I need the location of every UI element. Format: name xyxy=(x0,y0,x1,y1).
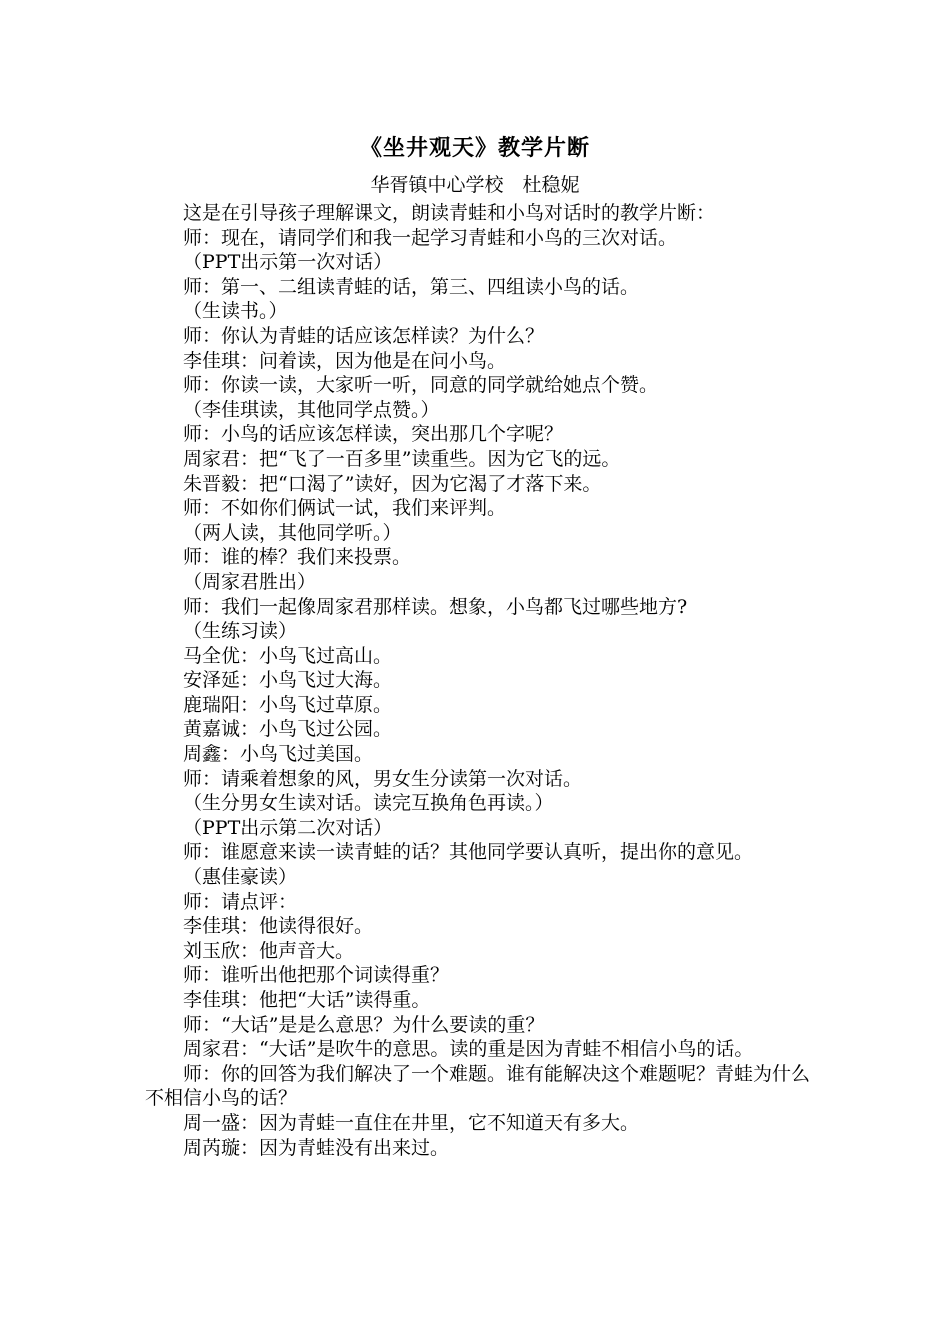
paragraph: （李佳琪读，其他同学点赞。） xyxy=(183,398,440,421)
paragraph: 师：现在，请同学们和我一起学习青蛙和小鸟的三次对话。 xyxy=(183,226,678,249)
paragraph: 李佳琪：他把“大话”读得重。 xyxy=(183,989,431,1011)
paragraph: 师：我们一起像周家君那样读。想象，小鸟都飞过哪些地方? xyxy=(183,595,688,618)
paragraph: 安泽延：小鸟飞过大海。 xyxy=(183,669,393,692)
paragraph: 黄嘉诚：小鸟飞过公园。 xyxy=(183,718,393,741)
paragraph: 马全优：小鸟飞过高山。 xyxy=(183,644,393,667)
paragraph: 师：请乘着想象的风，男女生分读第一次对话。 xyxy=(183,767,583,790)
paragraph: （惠佳豪读） xyxy=(183,866,298,889)
paragraph: 师：“大话”是是么意思？为什么要读的重？ xyxy=(183,1013,545,1036)
paragraph: 师：谁的棒？我们来投票。 xyxy=(183,546,412,569)
paragraph: 周鑫：小鸟飞过美国。 xyxy=(183,743,374,766)
document-body xyxy=(145,201,813,1160)
paragraph: （生练习读） xyxy=(183,620,298,643)
paragraph: 师：第一、二组读青蛙的话，第三、四组读小鸟的话。 xyxy=(183,275,640,298)
paragraph: （两人读，其他同学听。） xyxy=(183,521,402,544)
paragraph: （PPT出示第一次对话） xyxy=(183,251,393,274)
paragraph: 周芮璇：因为青蛙没有出来过。 xyxy=(183,1136,450,1159)
paragraph: 朱晋毅：把“口渴了”读好，因为它渴了才落下来。 xyxy=(183,472,602,495)
paragraph: 师：你读一读，大家听一听，同意的同学就给她点个赞。 xyxy=(183,374,659,397)
paragraph: 刘玉欣：他声音大。 xyxy=(183,939,355,962)
paragraph: （PPT出示第二次对话） xyxy=(183,816,393,839)
document-title: 《坐井观天》教学片断 xyxy=(359,135,590,161)
paragraph: 周家君：把“飞了一百多里”读重些。因为它飞的远。 xyxy=(183,447,621,470)
paragraph: （生分男女生读对话。读完互换角色再读。） xyxy=(183,792,554,815)
document-author: 华胥镇中心学校 杜稳妮 xyxy=(370,174,580,196)
paragraph: 周一盛：因为青蛙一直住在井里，它不知道天有多大。 xyxy=(183,1111,640,1134)
paragraph: 这是在引导孩子理解课文，朗读青蛙和小鸟对话时的教学片断： xyxy=(183,202,716,224)
paragraph: 李佳琪：问着读，因为他是在问小鸟。 xyxy=(183,349,507,372)
paragraph: 师：谁愿意来读一读青蛙的话？其他同学要认真听，提出你的意见。 xyxy=(183,841,754,864)
paragraph: 师：谁听出他把那个词读得重？ xyxy=(183,964,450,987)
paragraph: 师：你认为青蛙的话应该怎样读？为什么？ xyxy=(183,324,545,347)
paragraph: （周家君胜出） xyxy=(183,570,317,593)
paragraph: 李佳琪：他读得很好。 xyxy=(183,915,374,938)
paragraph: 师：请点评： xyxy=(183,890,298,913)
paragraph: 鹿瑞阳：小鸟飞过草原。 xyxy=(183,693,393,716)
paragraph: （生读书。） xyxy=(183,300,288,323)
paragraph: 师：小鸟的话应该怎样读，突出那几个字呢？ xyxy=(183,423,564,446)
paragraph: 师：你的回答为我们解决了一个难题。谁有能解决这个难题呢？青蛙为什么不相信小鸟的话？ xyxy=(145,1062,811,1110)
paragraph: 周家君：“大话”是吹牛的意思。读的重是因为青蛙不相信小鸟的话。 xyxy=(183,1038,754,1061)
paragraph: 师：不如你们俩试一试，我们来评判。 xyxy=(183,497,507,520)
